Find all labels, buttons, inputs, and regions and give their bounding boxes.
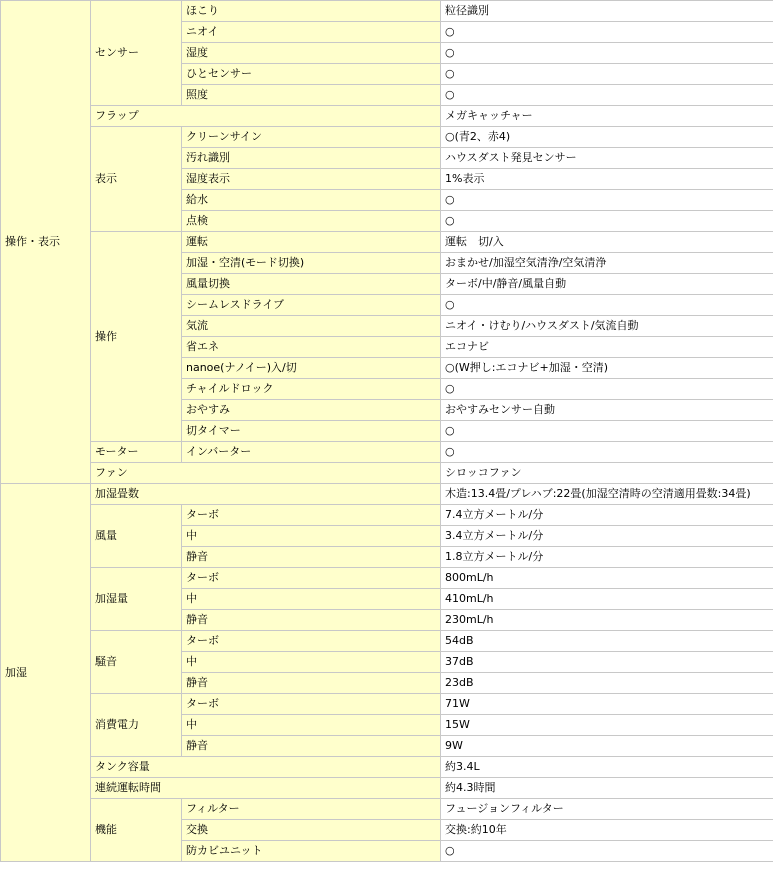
item-label: 切タイマー xyxy=(182,421,441,442)
item-label: 湿度表示 xyxy=(182,169,441,190)
item-label: 静音 xyxy=(182,610,441,631)
item-label: フィルター xyxy=(182,799,441,820)
item-value: 粒径識別 xyxy=(441,1,773,22)
item-label: ニオイ xyxy=(182,22,441,43)
item-value: 71W xyxy=(441,694,773,715)
item-label: 中 xyxy=(182,652,441,673)
item-value: 7.4立方メートル/分 xyxy=(441,505,773,526)
item-value: ○ xyxy=(441,841,773,862)
item-label: 汚れ識別 xyxy=(182,148,441,169)
item-label: 加湿・空清(モード切換) xyxy=(182,253,441,274)
group-label: タンク容量 xyxy=(91,757,441,778)
group-label: 消費電力 xyxy=(91,694,182,757)
table-row xyxy=(1,106,773,127)
item-label: 中 xyxy=(182,526,441,547)
group-label: 風量 xyxy=(91,505,182,568)
item-label: 防カビユニット xyxy=(182,841,441,862)
item-label: ひとセンサー xyxy=(182,64,441,85)
item-value: おやすみセンサー自動 xyxy=(441,400,773,421)
item-label: ターボ xyxy=(182,568,441,589)
item-value: ○ xyxy=(441,442,773,463)
item-value: ニオイ・けむり/ハウスダスト/気流自動 xyxy=(441,316,773,337)
item-label: 中 xyxy=(182,715,441,736)
table-row xyxy=(1,568,773,589)
group-label: 騒音 xyxy=(91,631,182,694)
item-label: 運転 xyxy=(182,232,441,253)
item-value: フュージョンフィルター xyxy=(441,799,773,820)
item-label: 静音 xyxy=(182,673,441,694)
item-value: 1.8立方メートル/分 xyxy=(441,547,773,568)
table-row xyxy=(1,631,773,652)
item-value: 54dB xyxy=(441,631,773,652)
item-label: チャイルドロック xyxy=(182,379,441,400)
item-value: 15W xyxy=(441,715,773,736)
item-value: 23dB xyxy=(441,673,773,694)
item-value: 約4.3時間 xyxy=(441,778,773,799)
group-label: フラップ xyxy=(91,106,441,127)
group-label: ファン xyxy=(91,463,441,484)
group-label: 機能 xyxy=(91,799,182,862)
item-value: おまかせ/加湿空気清浄/空気清浄 xyxy=(441,253,773,274)
item-value: 230mL/h xyxy=(441,610,773,631)
item-value: ○(青2、赤4) xyxy=(441,127,773,148)
group-label: 加湿畳数 xyxy=(91,484,441,505)
item-value: メガキャッチャー xyxy=(441,106,773,127)
table-row xyxy=(1,757,773,778)
group-label: センサー xyxy=(91,1,182,106)
table-row xyxy=(1,232,773,253)
item-value: 3.4立方メートル/分 xyxy=(441,526,773,547)
item-value: ○ xyxy=(441,190,773,211)
group-label: 加湿量 xyxy=(91,568,182,631)
item-value: ○ xyxy=(441,64,773,85)
item-value: 約3.4L xyxy=(441,757,773,778)
table-row xyxy=(1,778,773,799)
item-label: ターボ xyxy=(182,694,441,715)
item-label: ほこり xyxy=(182,1,441,22)
item-value: ○(W押し:エコナビ+加湿・空清) xyxy=(441,358,773,379)
item-label: 中 xyxy=(182,589,441,610)
item-label: 照度 xyxy=(182,85,441,106)
item-label: 点検 xyxy=(182,211,441,232)
group-label: 操作 xyxy=(91,232,182,442)
item-value: 木造:13.4畳/プレハブ:22畳(加湿空清時の空清適用畳数:34畳) xyxy=(441,484,773,505)
table-row xyxy=(1,1,773,22)
item-value: ハウスダスト発見センサー xyxy=(441,148,773,169)
table-row xyxy=(1,484,773,505)
group-label: 表示 xyxy=(91,127,182,232)
section-label: 操作・表示 xyxy=(1,1,91,484)
item-value: エコナビ xyxy=(441,337,773,358)
item-label: 気流 xyxy=(182,316,441,337)
item-value: シロッコファン xyxy=(441,463,773,484)
item-label: 風量切換 xyxy=(182,274,441,295)
item-value: 1%表示 xyxy=(441,169,773,190)
item-value: 9W xyxy=(441,736,773,757)
table-row xyxy=(1,505,773,526)
table-row xyxy=(1,799,773,820)
item-value: 37dB xyxy=(441,652,773,673)
item-value: 410mL/h xyxy=(441,589,773,610)
item-value: 運転 切/入 xyxy=(441,232,773,253)
item-value: ○ xyxy=(441,421,773,442)
item-label: クリーンサイン xyxy=(182,127,441,148)
item-value: ○ xyxy=(441,85,773,106)
table-row xyxy=(1,694,773,715)
item-label: ターボ xyxy=(182,631,441,652)
item-label: nanoe(ナノイー)入/切 xyxy=(182,358,441,379)
item-label: 省エネ xyxy=(182,337,441,358)
item-label: 給水 xyxy=(182,190,441,211)
item-value: 交換:約10年 xyxy=(441,820,773,841)
item-label: シームレスドライブ xyxy=(182,295,441,316)
item-label: おやすみ xyxy=(182,400,441,421)
item-value: ○ xyxy=(441,43,773,64)
item-label: ターボ xyxy=(182,505,441,526)
group-label: 連続運転時間 xyxy=(91,778,441,799)
item-label: 湿度 xyxy=(182,43,441,64)
item-label: インバーター xyxy=(182,442,441,463)
table-row xyxy=(1,463,773,484)
item-value: ○ xyxy=(441,379,773,400)
table-row xyxy=(1,127,773,148)
item-value: 800mL/h xyxy=(441,568,773,589)
item-value: ターボ/中/静音/風量自動 xyxy=(441,274,773,295)
group-label: モーター xyxy=(91,442,182,463)
section-label: 加湿 xyxy=(1,484,91,862)
item-label: 静音 xyxy=(182,547,441,568)
item-value: ○ xyxy=(441,211,773,232)
item-value: ○ xyxy=(441,22,773,43)
item-value: ○ xyxy=(441,295,773,316)
table-row xyxy=(1,442,773,463)
item-label: 交換 xyxy=(182,820,441,841)
spec-table-body xyxy=(1,1,773,862)
item-label: 静音 xyxy=(182,736,441,757)
